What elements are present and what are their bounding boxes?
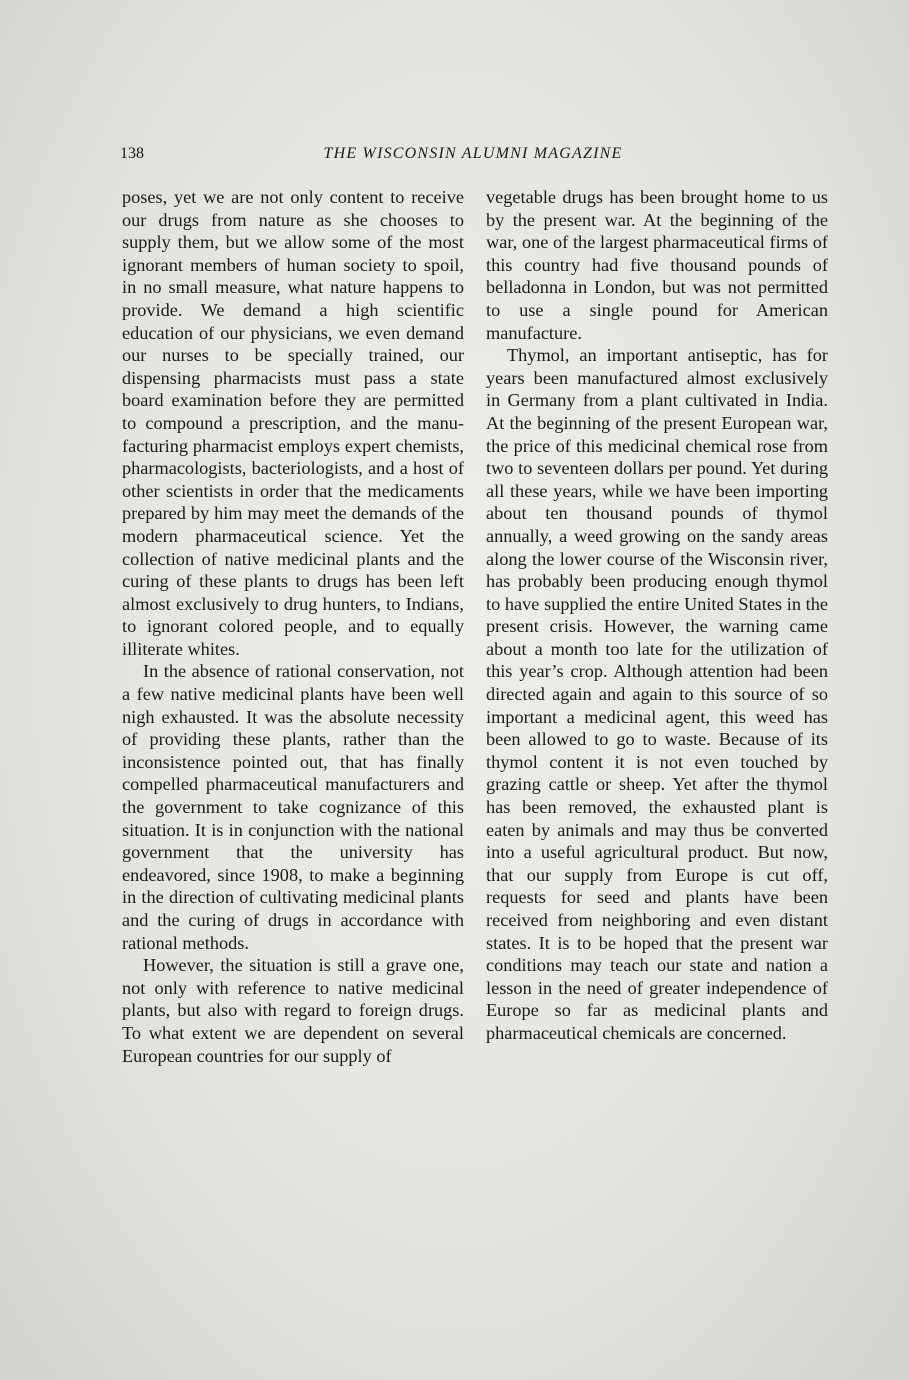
page-number: 138 <box>120 145 144 162</box>
running-title: THE WISCONSIN ALUMNI MAGAZINE <box>323 145 623 162</box>
left-column <box>122 186 464 1067</box>
page-header <box>120 143 826 167</box>
left-paragraph-3: However, the situation is still a grave one, not only with reference to native medicinal plants, but also with regard to foreign drugs. To what extent we are dependent on several European countries for our supply of <box>122 955 464 1066</box>
right-paragraph-2: Thymol, an important antiseptic, has for years been manufactured almost exclusively in Germany from a plant cultivated in India. At the beginning of the present European war, the price of this medicinal chemical rose from two to seventeen dollars per pound. Yet during all these years, while we have been importing about ten thousand pounds of thymol annually, a weed growing on the sandy areas along the lower course of the Wisconsin river, has probably been producing enough thymol to have supplied the entire United States in the present crisis. However, the warning came about a month too late for the utilization of this year’s crop. Although attention had been directed again and again to this source of so important a medicinal agent, this weed has been allowed to go to waste. Because of its thymol content it is not even touched by grazing cattle or sheep. Yet after the thymol has been removed, the exhausted plant is eaten by animals and may thus be converted into a useful agricultural product. But now, that our supply from Europe is cut off, requests for seed and plants have been received from neighboring and even distant states. It is to be hoped that the present war conditions may teach our state and nation a lesson in the need of greater independence of Europe so far as medicinal plants and pharmaceutical chemicals are concerned. <box>486 345 828 1043</box>
right-column <box>486 186 828 1045</box>
right-paragraph-1: vegetable drugs has been brought home to us by the present war. At the beginning of the war, one of the largest pharmaceutical firms of this country had five thousand pounds of belladonna in London, but was not permitted to use a single pound for American manufacture. <box>486 187 828 343</box>
left-paragraph-1: poses, yet we are not only content to receive our drugs from nature as she chooses to supply them, but we allow some of the most ignorant members of human society to spoil, in no small measure, what nature happens to provide. We demand a high scientific education of our physicians, we even demand our nurses to be specially trained, our dispensing pharmacists must pass a state board examination before they are permitted to compound a prescription, and the manufacturing pharmacist employs expert chemists, pharmacologists, bacteriologists, and a host of other scientists in order that the medicaments prepared by him may meet the demands of the modern pharmaceutical science. Yet the collection of native medicinal plants and the curing of these plants to drugs has been left almost exclusively to drug hunters, to Indians, to ignorant colored people, and to equally illiterate whites. <box>122 187 464 659</box>
left-paragraph-2: In the absence of rational conservation, not a few native medicinal plants have been well nigh exhausted. It was the absolute necessity of providing these plants, rather than the inconsistence pointed out, that has finally compelled pharmaceutical manufacturers and the government to take cognizance of this situation. It is in conjunction with the national government that the university has endeavored, since 1908, to make a beginning in the direction of cultivating medicinal plants and the curing of drugs in accordance with rational methods. <box>122 661 464 953</box>
